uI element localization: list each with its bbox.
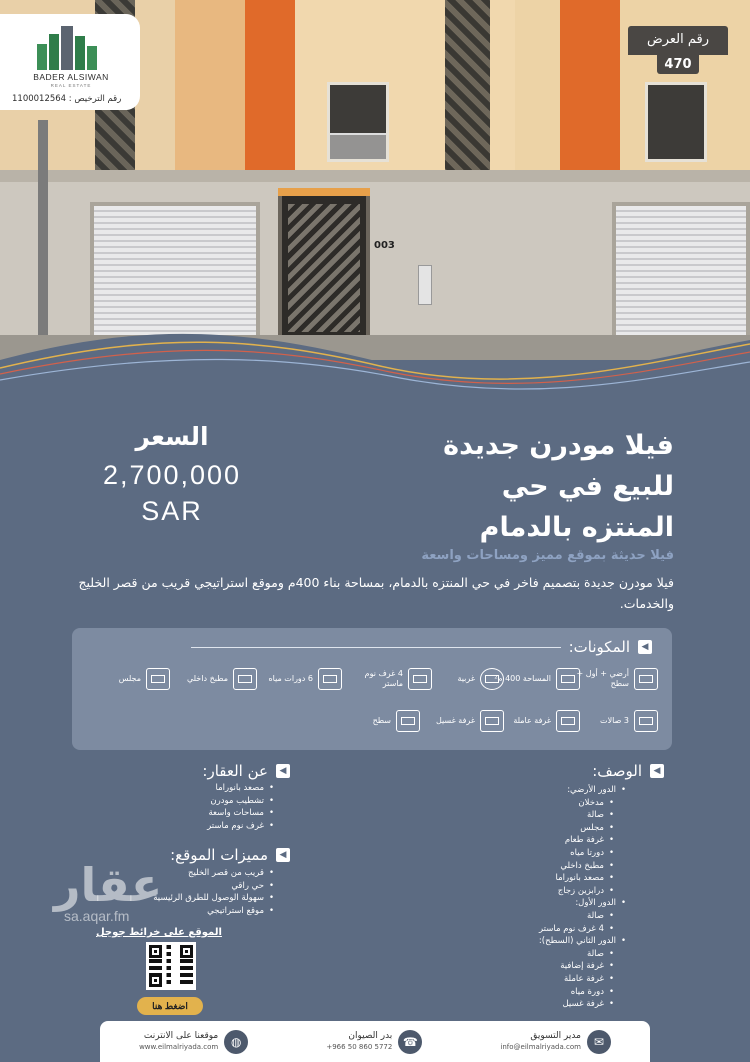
component-halls: 3 صالات [600, 710, 658, 732]
description-item: • غرفة عاملة [406, 973, 626, 986]
property-heading [202, 762, 290, 780]
offer-badge [628, 26, 728, 88]
decorative-wave [0, 320, 750, 410]
description-heading [592, 762, 664, 780]
property-list [94, 782, 274, 832]
description-item: • 4 غرف نوم ماستر [406, 923, 626, 936]
description-item: • صالة [406, 910, 626, 923]
sofa-icon [634, 710, 658, 732]
components-panel [72, 628, 672, 750]
window [645, 82, 707, 162]
contact-footer [100, 1021, 650, 1062]
component-floors: أرضي + أول + سطح [569, 668, 658, 690]
price-value: 2,700,000 [102, 460, 242, 490]
building-center [245, 0, 515, 185]
title-line: فيلا مودرن جديدة [443, 430, 674, 461]
location-item: • موقع استراتيجي [74, 905, 274, 918]
license-number: رقم الترخيص : 1100012564 [8, 93, 125, 105]
description-item: • مدخلان [406, 797, 626, 810]
website-contact[interactable] [139, 1030, 248, 1054]
phone-icon: ☎ [398, 1030, 422, 1054]
component-bathrooms: 6 دورات مياه [268, 668, 342, 690]
property-item: • مصعد بانوراما [94, 782, 274, 795]
email-value: info@eilmalriyada.com [500, 1042, 581, 1051]
brand-name: BADER ALSIWAN [33, 72, 109, 82]
watermark-url: sa.aqar.fm [64, 908, 130, 924]
phone-label: بدر الصيوان [348, 1030, 393, 1041]
location-item: • قريب من قصر الخليج [74, 867, 274, 880]
brand-subtitle: REAL ESTATE [50, 83, 92, 88]
listing-title [344, 425, 674, 548]
subtitle: فيلا حديثة بموقع مميز ومساحات واسعة [421, 548, 674, 563]
maid-icon [556, 710, 580, 732]
price-currency: SAR [141, 496, 203, 526]
qr-code[interactable] [146, 942, 196, 990]
window [327, 82, 389, 162]
roof-icon [396, 710, 420, 732]
bed-icon [408, 668, 432, 690]
title-line: المنتزه بالدمام [479, 512, 674, 543]
description-text: فيلا مودرن جديدة بتصميم فاخر في حي المنتزه بالدمام، بمساحة بناء 400م وموقع استراتيجي قريب من قصر الخليج والخدمات. [78, 575, 674, 611]
description-list [406, 784, 626, 1011]
components-heading-text: المكونات: [568, 638, 630, 656]
description-item: • غرفة طعام [406, 834, 626, 847]
offer-number: 470 [657, 55, 699, 74]
house-number: 003 [374, 240, 395, 251]
no-west-icon [480, 668, 504, 690]
component-majlis: مجلس [119, 668, 170, 690]
chevron-icon: ◀ [276, 764, 290, 778]
website-label: موقعنا على الانترنت [143, 1030, 219, 1041]
chevron-icon: ◀ [650, 764, 664, 778]
description-item: • مصعد بانوراما [406, 872, 626, 885]
description-heading-text: الوصف: [592, 762, 642, 780]
description-item: • صالة [406, 948, 626, 961]
components-heading [191, 638, 652, 656]
divider [191, 647, 561, 648]
electric-meter [418, 265, 432, 305]
location-heading [170, 846, 290, 864]
website-value: www.eilmalriyada.com [139, 1042, 219, 1051]
description-item: • دورتا مياه [406, 847, 626, 860]
component-kitchen: مطبخ داخلي [187, 668, 257, 690]
aqar-watermark [54, 858, 162, 924]
chevron-icon: ◀ [276, 848, 290, 862]
component-area: المساحة 400 م² [494, 668, 580, 690]
property-item: • غرف نوم ماستر [94, 820, 274, 833]
area-icon [556, 668, 580, 690]
description-item: • دورة مياه [406, 986, 626, 999]
property-item: • مساحات واسعة [94, 807, 274, 820]
offer-label: رقم العرض [628, 26, 728, 55]
chevron-icon: ◀ [638, 640, 652, 654]
description-item: • غرفة غسيل [406, 998, 626, 1011]
component-bedrooms: 4 غرف نوم ماستر [343, 668, 432, 690]
description-item: • صالة [406, 809, 626, 822]
description-item: • الدور الأرضي: [406, 784, 626, 797]
description-item: • درابزين زجاج [406, 885, 626, 898]
kitchen-icon [233, 668, 257, 690]
description-item: • الدور الثاني (السطح): [406, 935, 626, 948]
bath-icon [318, 668, 342, 690]
location-heading-text: مميزات الموقع: [170, 846, 268, 864]
majlis-icon [146, 668, 170, 690]
location-item: • حي راقي [74, 880, 274, 893]
email-contact[interactable] [500, 1030, 611, 1054]
component-maid-room: غرفة عاملة [513, 710, 580, 732]
price-label: السعر [135, 422, 209, 451]
component-laundry: غرفة غسيل [436, 710, 504, 732]
map-link-label[interactable]: الموقع على خرائط جوجل [96, 927, 222, 938]
logo-icon [37, 26, 97, 70]
title-line: للبيع في حي [501, 471, 674, 502]
laundry-icon [480, 710, 504, 732]
mail-icon: ✉ [587, 1030, 611, 1054]
description-item: • مطبخ داخلي [406, 860, 626, 873]
floors-icon [634, 668, 658, 690]
description-item: • غرفة إضافية [406, 960, 626, 973]
component-roof: سطح [373, 710, 420, 732]
map-button[interactable]: اضغط هنا [137, 997, 203, 1015]
watermark-text: عقار [54, 858, 163, 912]
globe-icon: ◍ [224, 1030, 248, 1054]
phone-contact[interactable] [326, 1030, 422, 1054]
phone-value: +966 50 860 5772 [326, 1042, 393, 1051]
property-item: • تشطيب مودرن [94, 795, 274, 808]
property-heading-text: عن العقار: [202, 762, 268, 780]
component-direction: غربية [457, 668, 504, 690]
description-item: • مجلس [406, 822, 626, 835]
email-label: مدير التسويق [530, 1030, 581, 1041]
location-item: • سهولة الوصول للطرق الرئيسية [74, 892, 274, 905]
description-item: • الدور الأول: [406, 897, 626, 910]
